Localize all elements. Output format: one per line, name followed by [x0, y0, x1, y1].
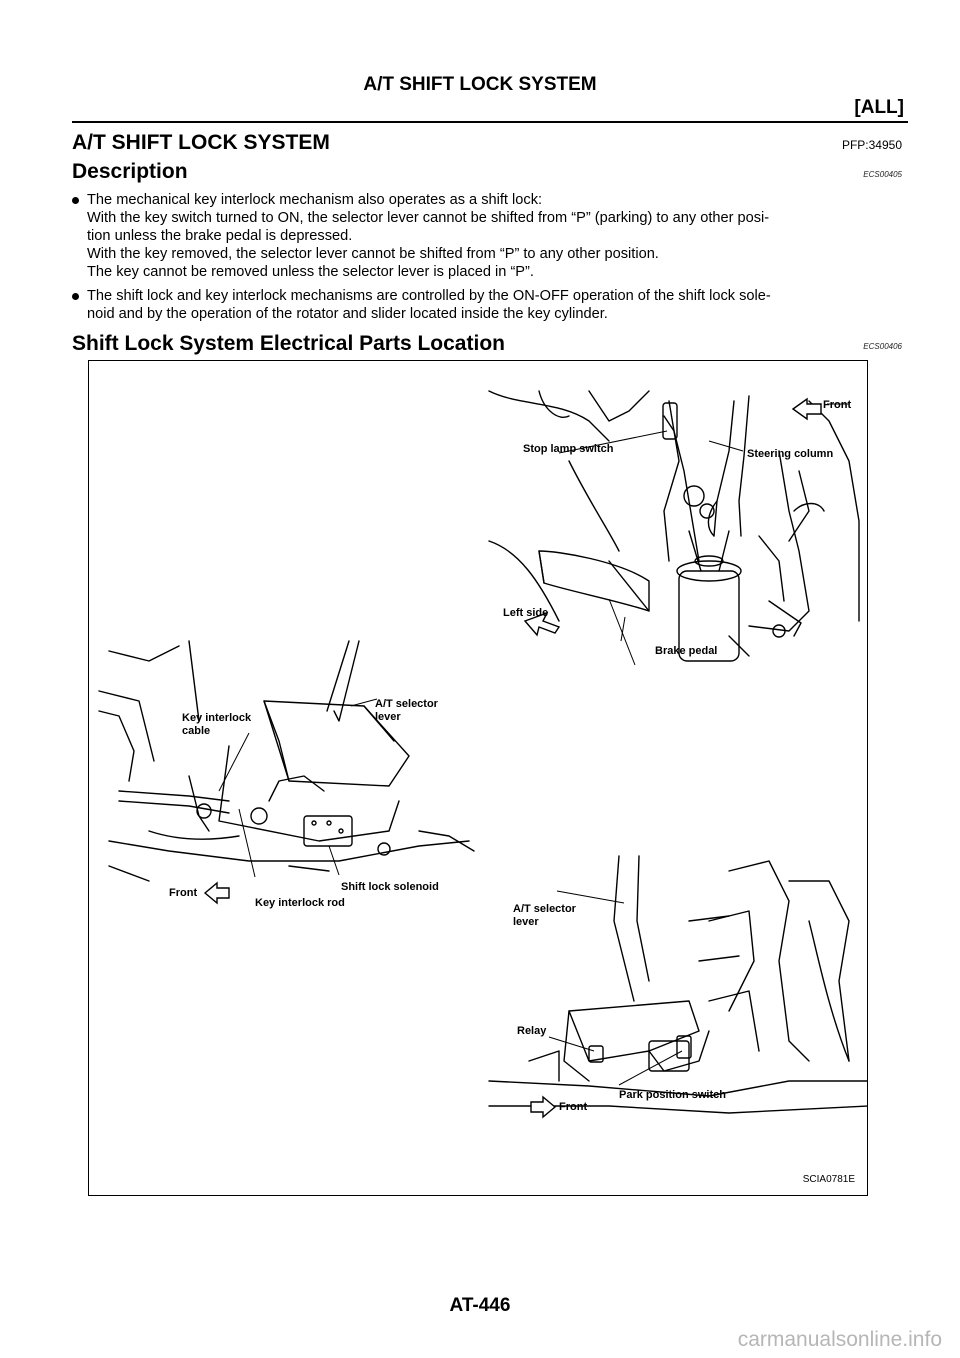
parts-location-figure [88, 360, 868, 1196]
figure-code: SCIA0781E [802, 1174, 855, 1185]
figure-label-steering-column: Steering column [747, 448, 834, 460]
figure-label-at-selector-lever: A/T selector lever [375, 698, 438, 723]
bullet-line: The key cannot be removed unless the selector lever is placed in “P”. [87, 264, 534, 280]
figure-label-front-bottom: Front [559, 1101, 588, 1113]
bullet-line: The shift lock and key interlock mechanisms are controlled by the ON-OFF operation of the shift lock sole- [87, 288, 771, 304]
section-title: A/T SHIFT LOCK SYSTEM [72, 131, 330, 154]
figure-label-front-left: Front [169, 887, 198, 899]
bullet-item [72, 191, 912, 281]
figure-label-shift-lock-solenoid: Shift lock solenoid [341, 881, 439, 893]
running-header-tag: [ALL] [854, 97, 904, 118]
figure-label-key-interlock-rod: Key interlock rod [255, 897, 345, 909]
description-code: ECS00405 [863, 170, 902, 179]
section-code: PFP:34950 [841, 138, 902, 152]
bullet-line: With the key removed, the selector lever cannot be shifted from “P” to any other position. [87, 246, 659, 262]
page-number: AT-446 [449, 1295, 511, 1316]
front-bottom-arrow-icon [531, 1097, 555, 1117]
figure-label-park-position-switch: Park position switch [619, 1089, 726, 1101]
description-bullets [72, 191, 912, 329]
bullet-dot-icon [72, 197, 79, 204]
figure-label-key-interlock-cable: Key interlock cable [182, 712, 252, 737]
bullet-line: The mechanical key interlock mechanism also operates as a shift lock: [87, 192, 543, 208]
park-switch-drawing [489, 856, 868, 1113]
bullet-dot-icon [72, 293, 79, 300]
watermark: carmanualsonline.info [737, 1328, 942, 1351]
parts-location-heading: Shift Lock System Electrical Parts Location [72, 332, 505, 355]
figure-label-front-top: Front [823, 399, 852, 411]
selector-lever-drawing [99, 641, 474, 881]
figure-label-stop-lamp-switch: Stop lamp switch [523, 443, 614, 455]
running-header-title: A/T SHIFT LOCK SYSTEM [363, 74, 597, 95]
bullet-line: tion unless the brake pedal is depressed. [87, 228, 353, 244]
description-heading: Description [72, 160, 188, 183]
bullet-line: noid and by the operation of the rotator and slider located inside the key cylinder. [87, 306, 608, 322]
front-arrow-icon [793, 399, 821, 419]
header-rule [72, 121, 908, 123]
figure-line-art [89, 361, 868, 1196]
figure-label-relay: Relay [517, 1025, 547, 1037]
parts-location-code: ECS00406 [863, 342, 902, 351]
bullet-line: With the key switch turned to ON, the selector lever cannot be shifted from “P” (parking) to any other posi- [87, 210, 770, 226]
figure-label-left-side: Left side [503, 607, 549, 619]
figure-label-brake-pedal: Brake pedal [655, 645, 718, 657]
bullet-item [72, 287, 912, 323]
brake-pedal-drawing [489, 391, 859, 661]
figure-label-at-selector-lever-2: A/T selector lever [513, 903, 576, 928]
front-left-arrow-icon [205, 883, 229, 903]
